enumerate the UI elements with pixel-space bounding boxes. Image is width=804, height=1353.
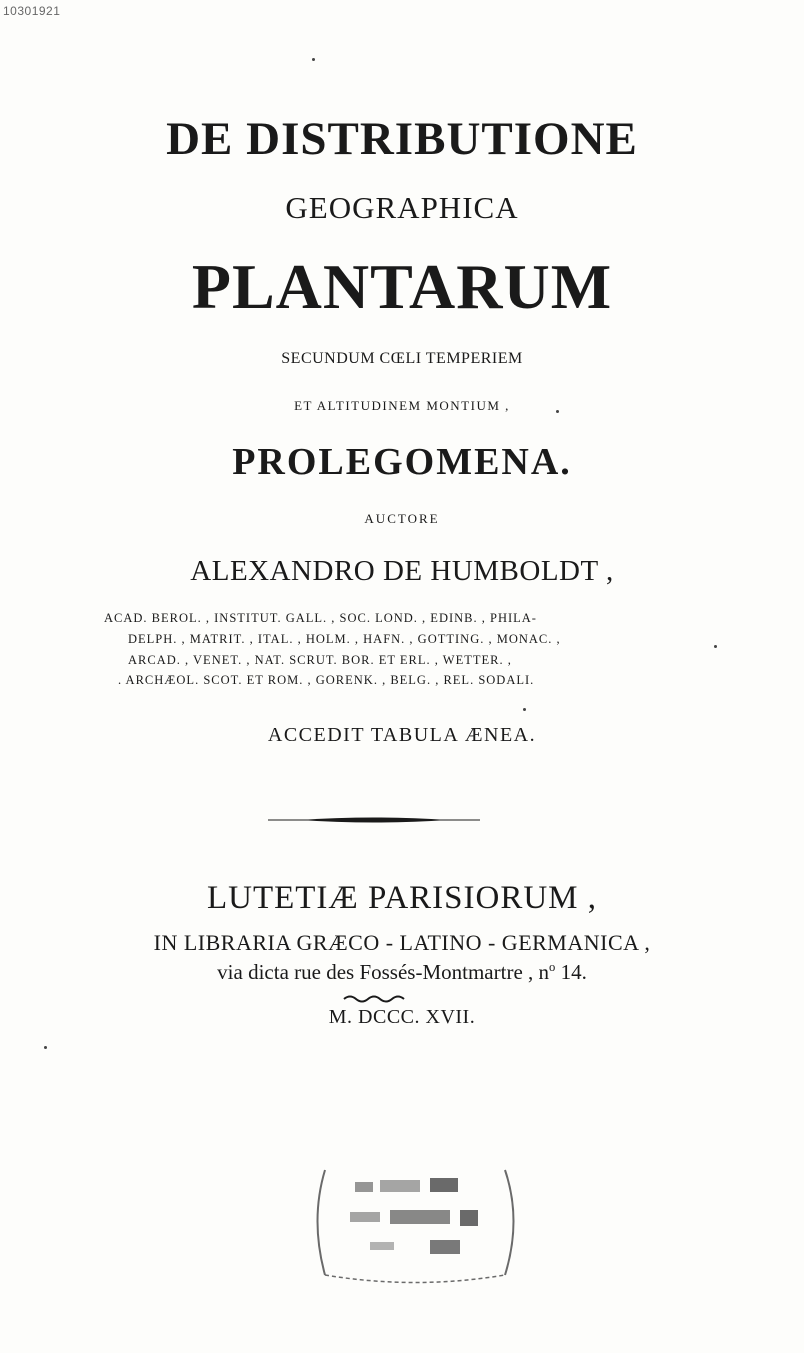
imprint-address — [0, 960, 804, 985]
title-line-3: PLANTARUM — [191, 251, 613, 322]
address-number: 14. — [555, 960, 587, 984]
imprint-year: M. DCCC. XVII. — [328, 1006, 476, 1028]
society-line-1: ACAD. BEROL. , INSTITUT. GALL. , SOC. LOND. , EDINB. , PHILA- — [104, 611, 537, 625]
title-line-1: DE DISTRIBUTIONE — [166, 113, 638, 165]
speck — [556, 410, 559, 413]
auctore-label: AUCTORE — [364, 511, 440, 526]
prolegomena-heading: PROLEGOMENA. — [232, 441, 572, 483]
subtitle-line-2: ET ALTITUDINEM MONTIUM , — [294, 398, 510, 413]
speck — [523, 708, 526, 711]
society-line-4: . ARCHÆOL. SCOT. ET ROM. , GORENK. , BELG. , REL. SODALI. — [118, 673, 535, 687]
library-stamp-icon — [300, 1150, 530, 1290]
speck — [312, 58, 315, 61]
address-sup: o — [549, 960, 556, 974]
society-line-2: DELPH. , MATRIT. , ITAL. , HOLM. , HAFN. , GOTTING. , MONAC. , — [128, 632, 561, 646]
speck — [44, 1046, 47, 1049]
accedit-line: ACCEDIT TABULA ÆNEA. — [267, 724, 537, 746]
imprint-city: LUTETIÆ PARISIORUM , — [206, 880, 598, 916]
wave-ornament — [0, 993, 804, 1005]
decorative-rule — [0, 815, 804, 825]
address-main: via dicta rue des Fossés-Montmartre , n — [217, 960, 550, 984]
title-line-2: GEOGRAPHICA — [285, 190, 519, 225]
page-id: 10301921 — [3, 4, 61, 18]
society-line-3: ARCAD. , VENET. , NAT. SCRUT. BOR. ET ERL. , WETTER. , — [128, 653, 512, 667]
author-name: ALEXANDRO DE HUMBOLDT , — [190, 555, 614, 587]
subtitle-line-1: SECUNDUM CŒLI TEMPERIEM — [281, 350, 523, 367]
imprint-publisher: IN LIBRARIA GRÆCO - LATINO - GERMANICA , — [153, 930, 651, 955]
speck — [714, 645, 717, 648]
